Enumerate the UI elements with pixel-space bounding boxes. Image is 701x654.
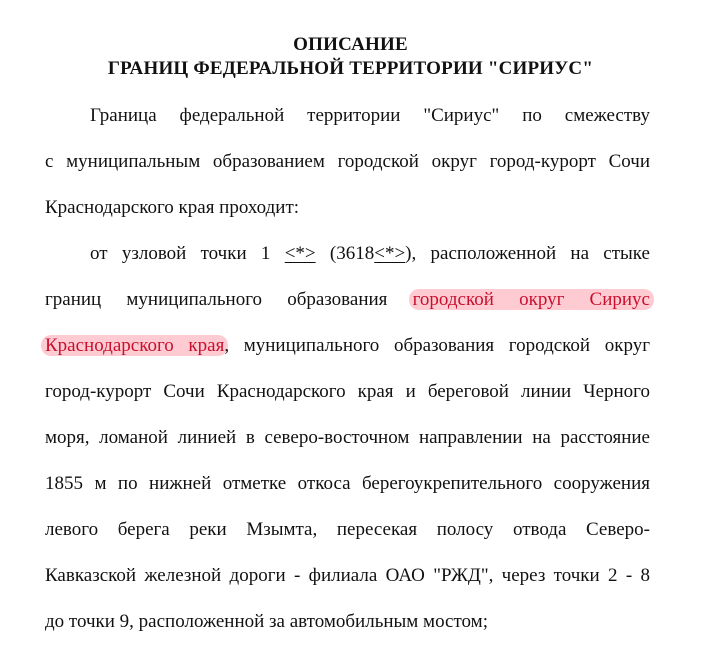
footnote-ref-link[interactable]: <*> (374, 243, 406, 264)
paragraph2-line1 (90, 242, 650, 266)
footnote-ref-link[interactable]: <*> (284, 243, 316, 264)
text-segment: (3618 (329, 243, 375, 264)
paragraph2-line5: моря, ломаной линией в северо-восточном направлении на расстояние (45, 427, 650, 448)
paragraph1-line1: Граница федеральной территории "Сириус" по смежеству (90, 105, 650, 126)
text-segment: , муниципального образования городской округ (224, 335, 651, 356)
paragraph1-line3: Краснодарского края проходит: (45, 197, 300, 218)
paragraph2-line3 (45, 334, 650, 358)
paragraph2-line7: левого берега реки Мзымта, пересекая полосу отвода Северо- (45, 519, 650, 540)
document-subtitle: ГРАНИЦ ФЕДЕРАЛЬНОЙ ТЕРРИТОРИИ "СИРИУС" (107, 58, 594, 79)
paragraph1-line2: с муниципальным образованием городской округ город-курорт Сочи (45, 151, 650, 172)
text-segment: от узловой точки 1 (90, 243, 271, 264)
text-segment: границ муниципального образования (45, 289, 388, 310)
paragraph2-line4: город-курорт Сочи Краснодарского края и береговой линии Черного (45, 381, 650, 402)
paragraph2-line2 (45, 288, 650, 312)
paragraph2-line9: до точки 9, расположенной за автомобильным мостом; (45, 611, 488, 632)
paragraph2-line6: 1855 м по нижней отметке откоса берегоукрепительного сооружения (45, 473, 650, 494)
document-title: ОПИСАНИЕ (293, 34, 408, 55)
paragraph2-line8: Кавказской железной дороги - филиала ОАО "РЖД", через точки 2 - 8 (45, 565, 650, 586)
text-segment: ), расположенной на стыке (405, 243, 650, 264)
highlighted-text: Краснодарского края (41, 335, 228, 356)
highlighted-text: городской округ Сириус (409, 289, 654, 310)
